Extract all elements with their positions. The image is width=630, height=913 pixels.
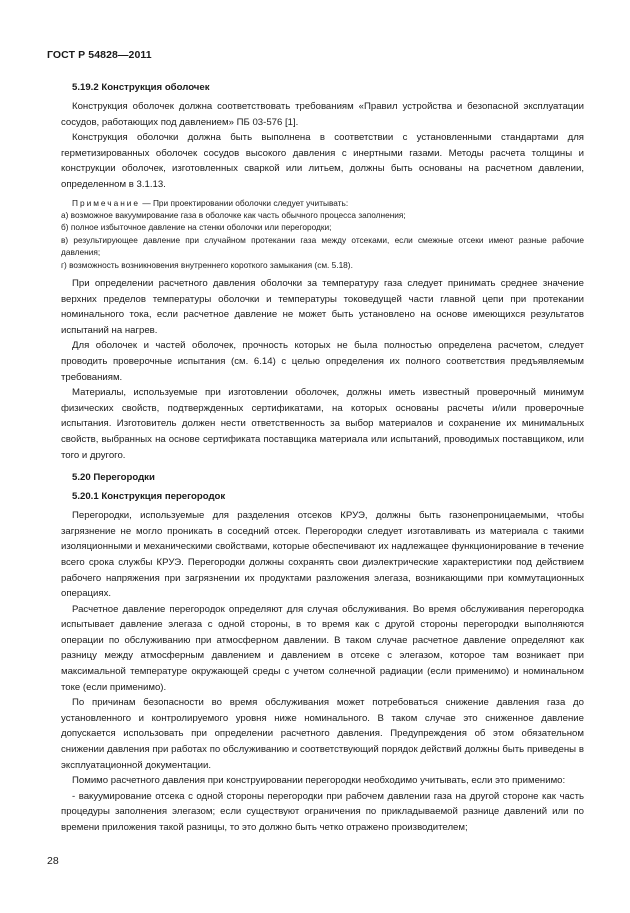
paragraph: Конструкция оболочек должна соответствовать требованиям «Правил устройства и безопасной эксплуатации сосудов, работающих под давлением» ПБ 03-576 [1]. <box>61 101 584 128</box>
section-heading-5-20: 5.20 Перегородки <box>72 472 155 484</box>
page-number: 28 <box>47 855 59 867</box>
note-intro <box>61 197 584 209</box>
paragraph: Для оболочек и частей оболочек, прочность которых не была полностью определена расчетом, следует проводить проверочные испытания (см. 6.14) с целью определения их полного соответствия предъявляемым требованиям. <box>61 340 584 383</box>
note-item-b: б) полное избыточное давление на стенки оболочки или перегородки; <box>61 222 332 233</box>
paragraph: При определении расчетного давления оболочки за температуру газа следует принимать среднее значение верхних пределов температуры оболочки и температуры токоведущей части главной цепи при протекании номинального тока, если расчетное давление не может быть установлено на основе имеющихся результатов испытаний на нагрев. <box>61 278 584 336</box>
note-label: Примечание <box>72 197 141 208</box>
note-item-c: в) результирующее давление при случайном протекании газа между отсеками, если смежные отсеки имеют разные рабочие давления; <box>61 234 584 258</box>
note-item-a: а) возможное вакуумирование газа в оболочке как часть обычного процесса заполнения; <box>61 209 406 220</box>
section-heading-5-20-1: 5.20.1 Конструкция перегородок <box>72 491 226 503</box>
paragraph: Перегородки, используемые для разделения отсеков КРУЭ, должны быть газонепроницаемыми, чтобы загрязнение не могло проникать в соседний отсек. Перегородки следует изготавливать из материала с такими изоляционными и механическими свойствами, которые обеспечивают их надлежащее функционирование в течение всего срока службы КРУЭ. Перегородки должны сохранять свои диэлектрические характеристики под действием рабочего напряжения при загрязнении их продуктами разложения элегаза, возникающими при коммутационных операциях. <box>61 510 584 600</box>
paragraph: По причинам безопасности во время обслуживания может потребоваться снижение давления газа до установленного и контролируемого уровня ниже номинального. В таком случае это сниженное давление допускается использовать при определении расчетного давления. Предупреждения об этом обязательном снижении давления при работах по обслуживанию и соответствующий порядок действий должны быть приведены в эксплуатационной документации. <box>61 697 584 771</box>
note-intro-text: — При проектировании оболочки следует учитывать: <box>140 197 349 208</box>
paragraph: Помимо расчетного давления при конструировании перегородки необходимо учитывать, если это применимо: <box>72 775 566 787</box>
document-header: ГОСТ Р 54828—2011 <box>47 49 152 61</box>
paragraph: - вакуумирование отсека с одной стороны перегородки при рабочем давлении газа на другой стороне как часть процедуры заполнения элегазом; если существуют ограничения по прикладываемой разнице давлений или по времени приложения такой разницы, то это должно быть четко отражено производителем; <box>61 790 584 833</box>
note-block <box>61 197 584 271</box>
note-item-d: г) возможность возникновения внутреннего короткого замыкания (см. 5.18). <box>61 259 353 270</box>
paragraph: Материалы, используемые при изготовлении оболочек, должны иметь известный проверочный минимум физических свойств, подтвержденных сертификатами, на которых основаны расчеты и/или проверочные испытания. Изготовитель должен нести ответственность за выбор материалов и сохранение их минимальных свойств, выбранных на основе сертификата поставщика материала или испытаний, проводимых поставщиком, или того и другого. <box>61 387 584 461</box>
paragraph: Конструкция оболочки должна быть выполнена в соответствии с установленными стандартами для герметизированных оболочек сосудов высокого давления с инертными газами. Методы расчета толщины и конструкции оболочек, изготовленных сваркой или литьем, должны быть основаны на расчетном давлении, определенном в 3.1.13. <box>61 132 584 190</box>
section-heading-5-19-2: 5.19.2 Конструкция оболочек <box>72 82 210 93</box>
document-body <box>61 80 584 836</box>
paragraph: Расчетное давление перегородок определяют для случая обслуживания. Во время обслуживания перегородка испытывает давление элегаза с одной стороны, в то время как с другой стороны перегородки выполняются операции по обслуживанию при атмосферном давлении. В таком случае расчетное давление определяют как разницу между атмосферным давлением и давлением в отсеке с элегазом, которое там возникает при максимальной температуре окружающей среды с учетом солнечной радиации (если применимо) и номинальном токе (если применимо). <box>61 603 584 693</box>
